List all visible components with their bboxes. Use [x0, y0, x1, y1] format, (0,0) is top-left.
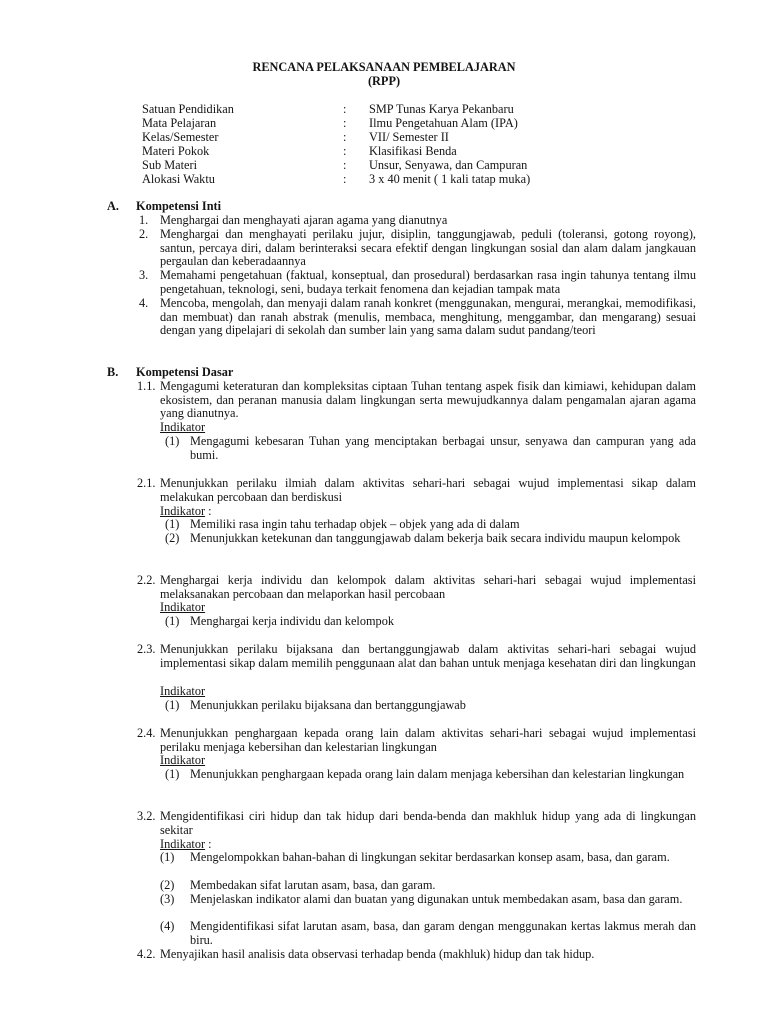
identity-label: Sub Materi — [142, 158, 197, 172]
identity-value: SMP Tunas Karya Pekanbaru — [369, 102, 514, 116]
kd-text: Mengagumi keteraturan dan kompleksitas ciptaan Tuhan tentang aspek fisik dan kimiawi, kehidupan dalam ekosistem, dan peranan manusia dalam lingkungan serta mewujudkannya dalam pengamalan ajaran agama yang dianutnya. — [160, 379, 696, 421]
document-title: RENCANA PELAKSANAAN PEMBELAJARAN — [252, 60, 516, 74]
indikator-label: Indikator — [160, 837, 206, 851]
kd-text: Menunjukkan perilaku bijaksana dan bertanggungjawab dalam aktivitas sehari-hari sebagai wujud implementasi sikap dalam memilih penggunaan alat dan bahan untuk menjaga kesehatan diri dan lingkungan — [160, 642, 696, 670]
indikator-item: Mengagumi kebesaran Tuhan yang menciptakan berbagai unsur, senyawa dan campuran yang ada bumi. — [190, 434, 696, 462]
indikator-item: Mengidentifikasi sifat larutan asam, basa, dan garam dengan menggunakan kertas lakmus merah dan biru. — [190, 919, 696, 947]
kd-text: Mengidentifikasi ciri hidup dan tak hidup dari benda-benda dan makhluk hidup yang ada di lingkungan sekitar — [160, 809, 696, 837]
kd-text: Menunjukkan penghargaan kepada orang lain dalam aktivitas sehari-hari sebagai wujud implementasi perilaku menjaga kebersihan dan kelestarian lingkungan — [160, 726, 696, 754]
indikator-number: (1) — [165, 434, 180, 448]
indikator-number: (1) — [165, 517, 180, 531]
indikator-number: (4) — [160, 919, 175, 933]
kd-number: 2.2. — [137, 573, 156, 587]
indikator-item: Mengelompokkan bahan-bahan di lingkungan sekitar berdasarkan konsep asam, basa, dan garam. — [190, 850, 670, 864]
indikator-number: (1) — [160, 850, 175, 864]
identity-label: Alokasi Waktu — [142, 172, 215, 186]
indikator-item: Menunjukkan perilaku bijaksana dan bertanggungjawab — [190, 698, 466, 712]
indikator-number: (2) — [165, 531, 180, 545]
indikator-label: Indikator — [160, 753, 206, 767]
identity-label: Mata Pelajaran — [142, 116, 217, 130]
kd-text: Menghargai kerja individu dan kelompok dalam aktivitas sehari-hari sebagai wujud implementasi melaksanakan percobaan dan melaporkan hasil percobaan — [160, 573, 696, 601]
list-number: 3. — [139, 268, 149, 282]
indikator-item: Menjelaskan indikator alami dan buatan yang digunakan untuk membedakan asam, basa dan garam. — [190, 892, 683, 906]
identity-colon: : — [343, 158, 347, 172]
kd-text: Menyajikan hasil analisis data observasi terhadap benda (makhluk) hidup dan tak hidup. — [160, 947, 595, 961]
identity-value: Ilmu Pengetahuan Alam (IPA) — [369, 116, 518, 130]
kd-number: 3.2. — [137, 809, 156, 823]
list-number: 2. — [139, 227, 149, 241]
indikator-number: (1) — [165, 614, 180, 628]
identity-colon: : — [343, 172, 347, 186]
section-letter: A. — [107, 199, 119, 213]
identity-value: Klasifikasi Benda — [369, 144, 457, 158]
indikator-item: Menghargai kerja individu dan kelompok — [190, 614, 394, 628]
identity-colon: : — [343, 102, 347, 116]
identity-label: Materi Pokok — [142, 144, 210, 158]
indikator-item: Menunjukkan penghargaan kepada orang lain dalam menjaga kebersihan dan kelestarian lingkungan — [190, 767, 685, 781]
identity-colon: : — [343, 130, 347, 144]
indikator-item: Memiliki rasa ingin tahu terhadap objek – objek yang ada di dalam — [190, 517, 520, 531]
indikator-colon: : — [205, 504, 212, 518]
list-item: Memahami pengetahuan (faktual, konseptual, dan prosedural) berdasarkan rasa ingin tahunya tentang ilmu pengetahuan, teknologi, seni, budaya terkait fenomena dan kejadian tampak mata — [160, 268, 696, 296]
kd-number: 1.1. — [137, 379, 156, 393]
kd-number: 2.1. — [137, 476, 156, 490]
identity-value: 3 x 40 menit ( 1 kali tatap muka) — [369, 172, 531, 186]
indikator-number: (3) — [160, 892, 175, 906]
document-subtitle: (RPP) — [367, 74, 401, 88]
indikator-label: Indikator — [160, 504, 206, 518]
list-number: 4. — [139, 296, 149, 310]
kd-number: 2.3. — [137, 642, 156, 656]
indikator-label: Indikator — [160, 600, 206, 614]
identity-colon: : — [343, 116, 347, 130]
list-number: 1. — [139, 213, 149, 227]
indikator-item: Membedakan sifat larutan asam, basa, dan garam. — [190, 878, 436, 892]
list-item: Menghargai dan menghayati perilaku jujur, disiplin, tanggungjawab, peduli (toleransi, gotong royong), santun, percaya diri, dalam berinteraksi secara efektif dengan lingkungan sosial dan alam dalam jangkauan pergaulan dan keberadaannya — [160, 227, 696, 269]
kd-number: 4.2. — [137, 947, 156, 961]
list-item: Mencoba, mengolah, dan menyaji dalam ranah konkret (menggunakan, mengurai, merangkai, memodifikasi, dan membuat) dan ranah abstrak (menulis, membaca, menghitung, menggambar, dan mengarang) sesuai dengan yang dipelajari di sekolah dan sumber lain yang sama dalam sudut pandang/teori — [160, 296, 696, 338]
identity-label: Kelas/Semester — [142, 130, 219, 144]
section-letter: B. — [107, 365, 119, 379]
section-title: Kompetensi Dasar — [136, 365, 234, 379]
list-item: Menghargai dan menghayati ajaran agama yang dianutnya — [160, 213, 448, 227]
identity-value: Unsur, Senyawa, dan Campuran — [369, 158, 528, 172]
indikator-colon: : — [205, 837, 212, 851]
indikator-item: Menunjukkan ketekunan dan tanggungjawab dalam bekerja baik secara individu maupun kelompok — [190, 531, 681, 545]
indikator-number: (1) — [165, 698, 180, 712]
identity-colon: : — [343, 144, 347, 158]
identity-label: Satuan Pendidikan — [142, 102, 234, 116]
indikator-number: (2) — [160, 878, 175, 892]
kd-number: 2.4. — [137, 726, 156, 740]
identity-value: VII/ Semester II — [369, 130, 449, 144]
section-title: Kompetensi Inti — [136, 199, 222, 213]
indikator-label: Indikator — [160, 684, 206, 698]
indikator-number: (1) — [165, 767, 180, 781]
kd-text: Menunjukkan perilaku ilmiah dalam aktivitas sehari-hari sebagai wujud implementasi sikap dalam melakukan percobaan dan berdiskusi — [160, 476, 696, 504]
indikator-label: Indikator — [160, 420, 206, 434]
